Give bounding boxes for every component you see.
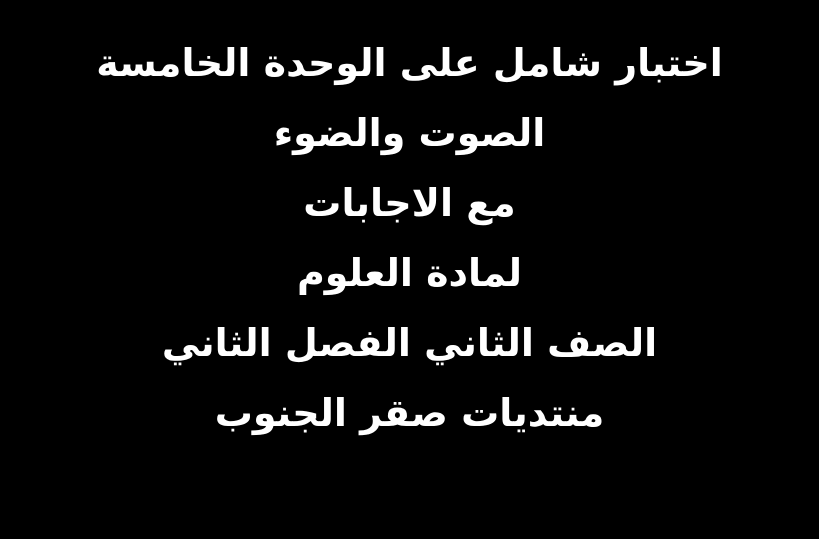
title-line-answers: مع الاجابات <box>303 181 516 225</box>
title-line-topic: الصوت والضوء <box>273 111 546 155</box>
title-line-grade-semester: الصف الثاني الفصل الثاني <box>161 321 658 365</box>
title-line-unit: اختبار شامل على الوحدة الخامسة <box>96 41 723 85</box>
title-line-subject: لمادة العلوم <box>296 251 523 295</box>
title-line-forum-credit: منتديات صقر الجنوب <box>214 391 605 435</box>
